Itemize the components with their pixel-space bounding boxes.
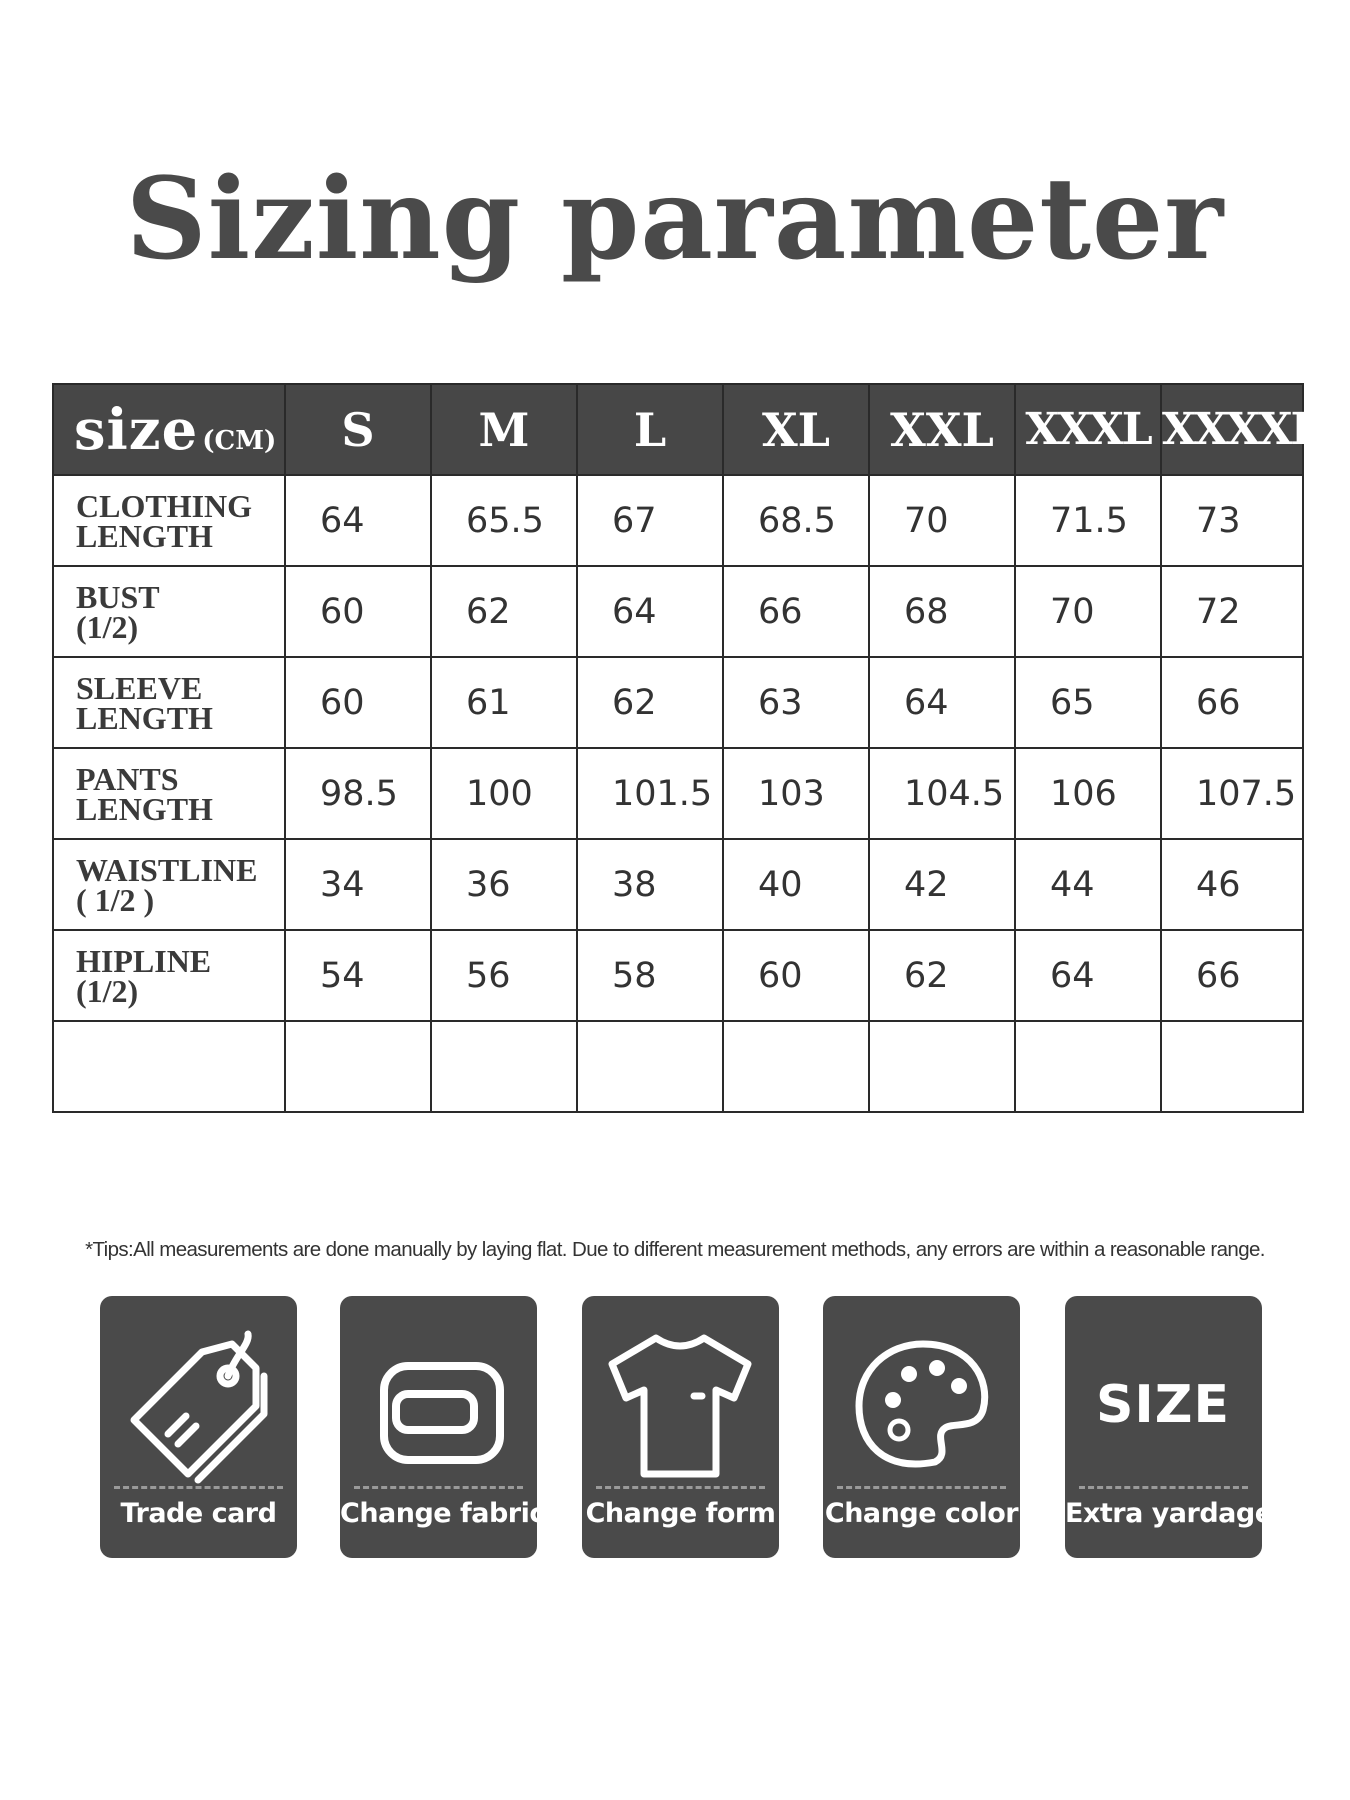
size-header-xl: XL — [723, 384, 869, 475]
table-cell: 68.5 — [723, 475, 869, 566]
feature-card-change-form — [582, 1296, 779, 1558]
page-title: Sizing parameter — [125, 154, 1225, 285]
row-label — [53, 1021, 285, 1112]
table-cell: 64 — [577, 566, 723, 657]
table-cell: 65 — [1015, 657, 1161, 748]
table-row — [53, 930, 1303, 1021]
table-cell: 44 — [1015, 839, 1161, 930]
table-row — [53, 1021, 1303, 1112]
row-label: PANTS LENGTH — [53, 748, 285, 839]
row-label: SLEEVE LENGTH — [53, 657, 285, 748]
tag-icon — [100, 1316, 297, 1491]
table-cell: 34 — [285, 839, 431, 930]
row-label: CLOTHING LENGTH — [53, 475, 285, 566]
table-row — [53, 839, 1303, 930]
table-cell — [723, 1021, 869, 1112]
size-header-l: L — [577, 384, 723, 475]
table-row — [53, 657, 1303, 748]
table-row — [53, 566, 1303, 657]
table-cell: 68 — [869, 566, 1015, 657]
table-cell: 73 — [1161, 475, 1303, 566]
table-cell: 40 — [723, 839, 869, 930]
table-cell — [1015, 1021, 1161, 1112]
table-cell: 67 — [577, 475, 723, 566]
size-header-xxxxl: XXXXL — [1161, 384, 1303, 475]
table-cell — [431, 1021, 577, 1112]
tips-note: *Tips:All measurements are done manually by laying flat. Due to different measurement methods, any errors are within a reasonable range. — [85, 1238, 1265, 1261]
table-cell: 98.5 — [285, 748, 431, 839]
row-label: HIPLINE (1/2) — [53, 930, 285, 1021]
feature-label: Change fabric — [340, 1498, 545, 1529]
table-cell — [577, 1021, 723, 1112]
size-header-m: M — [431, 384, 577, 475]
table-cell: 46 — [1161, 839, 1303, 930]
feature-card-change-color — [823, 1296, 1020, 1558]
feature-label: Change color — [824, 1498, 1019, 1529]
feature-label: Extra yardage — [1065, 1498, 1273, 1529]
feature-label: Change form — [585, 1498, 776, 1529]
divider — [1079, 1486, 1248, 1489]
size-icon-text: SIZE — [1095, 1375, 1231, 1435]
divider — [837, 1486, 1006, 1489]
size-header-xxl: XXL — [869, 384, 1015, 475]
palette-icon — [823, 1316, 1020, 1491]
table-cell: 62 — [869, 930, 1015, 1021]
size-header-xxxl: XXXL — [1015, 384, 1161, 475]
table-cell: 106 — [1015, 748, 1161, 839]
table-cell: 71.5 — [1015, 475, 1161, 566]
header-row — [53, 384, 1303, 475]
table-cell: 107.5 — [1161, 748, 1303, 839]
table-cell: 66 — [723, 566, 869, 657]
table-cell: 60 — [285, 657, 431, 748]
divider — [114, 1486, 283, 1489]
divider — [596, 1486, 765, 1489]
table-row — [53, 475, 1303, 566]
table-cell — [285, 1021, 431, 1112]
table-cell: 72 — [1161, 566, 1303, 657]
table-cell: 64 — [1015, 930, 1161, 1021]
row-label: WAISTLINE ( 1/2 ) — [53, 839, 285, 930]
table-cell: 38 — [577, 839, 723, 930]
row-label: BUST (1/2) — [53, 566, 285, 657]
size-header-s: S — [285, 384, 431, 475]
table-cell: 65.5 — [431, 475, 577, 566]
table-cell: 62 — [431, 566, 577, 657]
table-cell: 66 — [1161, 657, 1303, 748]
table-cell: 64 — [285, 475, 431, 566]
feature-label: Trade card — [120, 1498, 277, 1529]
table-cell: 54 — [285, 930, 431, 1021]
table-cell: 36 — [431, 839, 577, 930]
feature-card-extra-yardage — [1065, 1296, 1273, 1558]
table-cell — [869, 1021, 1015, 1112]
table-cell: 103 — [723, 748, 869, 839]
feature-card-change-fabric — [340, 1296, 545, 1558]
table-cell: 60 — [285, 566, 431, 657]
size-unit-header — [53, 384, 285, 475]
table-cell: 56 — [431, 930, 577, 1021]
table-cell: 100 — [431, 748, 577, 839]
size-chart-table — [52, 383, 1320, 1113]
table-cell: 104.5 — [869, 748, 1015, 839]
unit-label: (CM) — [202, 425, 277, 456]
size-header-label: size — [74, 396, 199, 463]
table-cell: 61 — [431, 657, 577, 748]
table-cell: 62 — [577, 657, 723, 748]
tshirt-icon — [582, 1316, 779, 1491]
table-cell: 64 — [869, 657, 1015, 748]
table-cell: 60 — [723, 930, 869, 1021]
table-row — [53, 748, 1303, 839]
size-icon — [1065, 1316, 1262, 1491]
table-cell: 58 — [577, 930, 723, 1021]
table-cell: 42 — [869, 839, 1015, 930]
fabric-icon — [340, 1316, 537, 1491]
table-cell: 70 — [1015, 566, 1161, 657]
divider — [354, 1486, 523, 1489]
table-cell: 66 — [1161, 930, 1303, 1021]
table-cell: 101.5 — [577, 748, 723, 839]
table-cell — [1161, 1021, 1303, 1112]
table-cell: 63 — [723, 657, 869, 748]
feature-card-trade-card — [100, 1296, 297, 1558]
table-cell: 70 — [869, 475, 1015, 566]
